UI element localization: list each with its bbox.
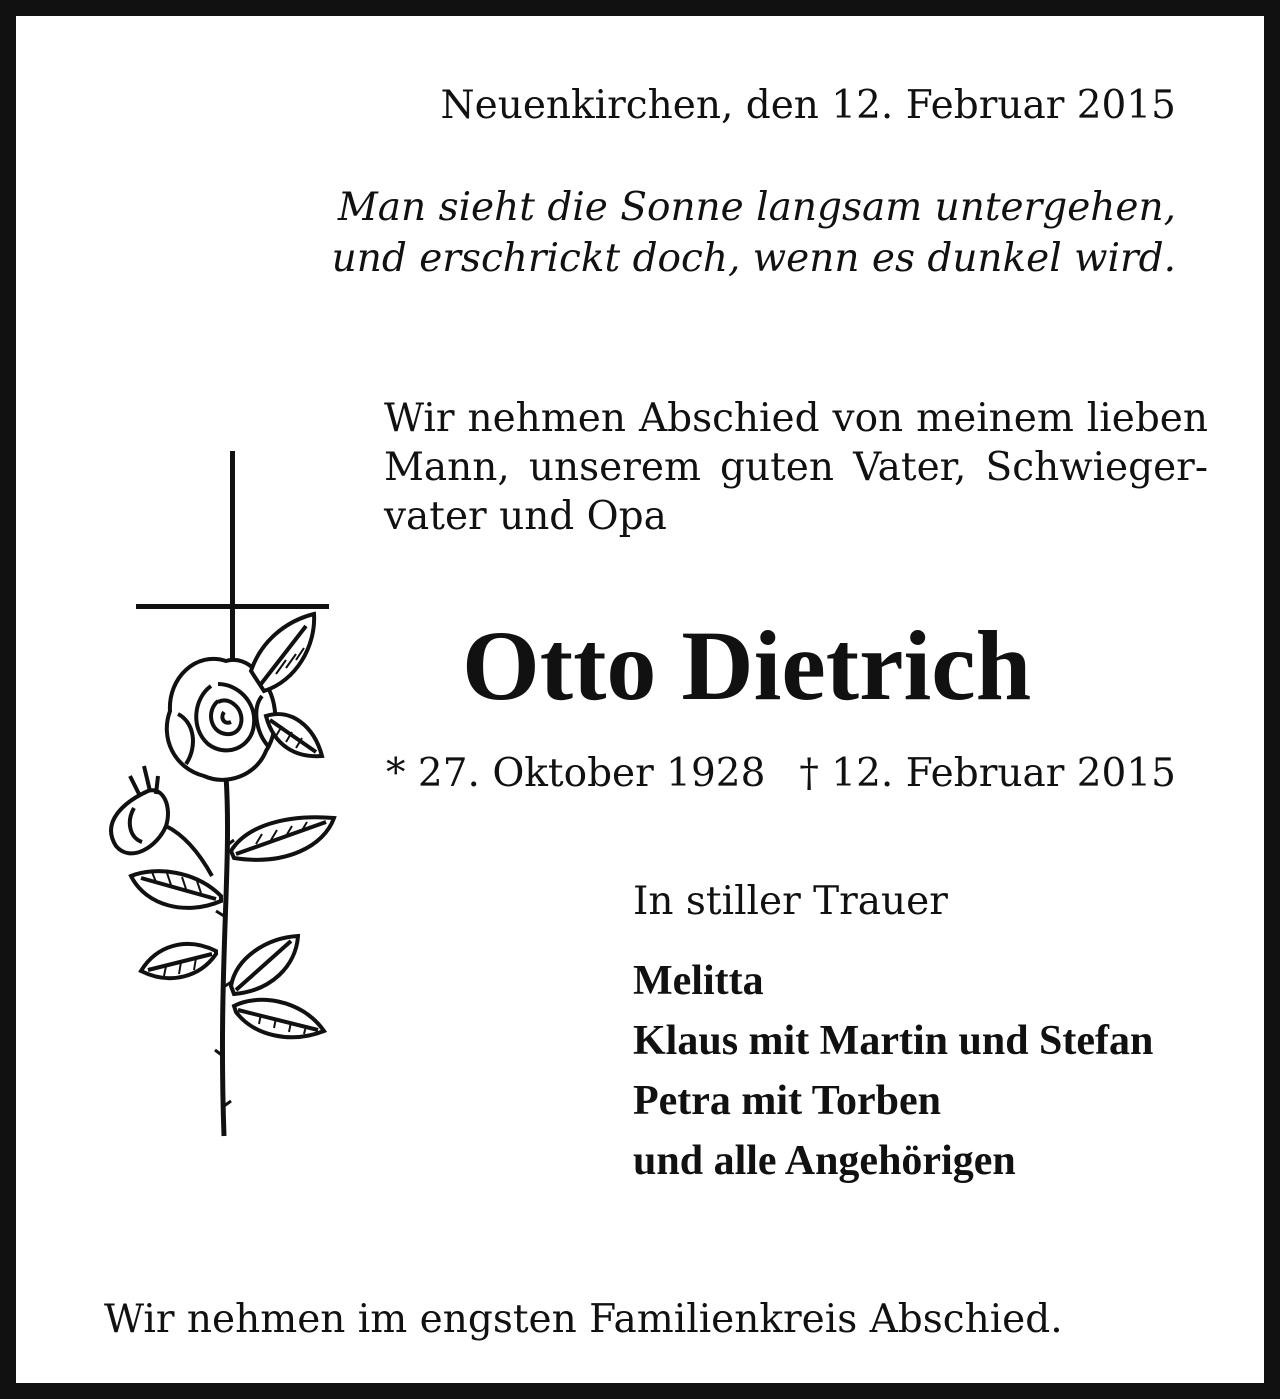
intro-line: Mann, unserem guten Vater, Schwieger- xyxy=(384,445,1208,490)
mourning-label: In stiller Trauer xyxy=(633,879,948,924)
mourners-list xyxy=(633,951,1153,1191)
cross-with-rose-icon xyxy=(86,446,346,1146)
intro-line: vater und Opa xyxy=(384,494,667,539)
closing-note: Wir nehmen im engsten Familienkreis Abschied. xyxy=(104,1297,1063,1342)
mourner-entry: Klaus mit Martin und Stefan xyxy=(633,1018,1154,1064)
birth-date: * 27. Oktober 1928 xyxy=(386,751,766,796)
motto-quote xyxy=(332,182,1176,284)
mourner-entry: und alle Angehörigen xyxy=(633,1138,1016,1184)
place-and-date: Neuenkirchen, den 12. Februar 2015 xyxy=(440,83,1176,128)
motto-line: Man sieht die Sonne langsam untergehen, xyxy=(337,185,1176,230)
death-date: † 12. Februar 2015 xyxy=(799,751,1176,796)
intro-line: Wir nehmen Abschied von meinem lieben xyxy=(384,396,1208,441)
deceased-name: Otto Dietrich xyxy=(462,610,1032,721)
farewell-intro xyxy=(384,394,1208,541)
mourner-entry: Melitta xyxy=(633,958,764,1004)
motto-line: und erschrickt doch, wenn es dunkel wird. xyxy=(331,236,1176,281)
mourner-entry: Petra mit Torben xyxy=(633,1078,941,1124)
